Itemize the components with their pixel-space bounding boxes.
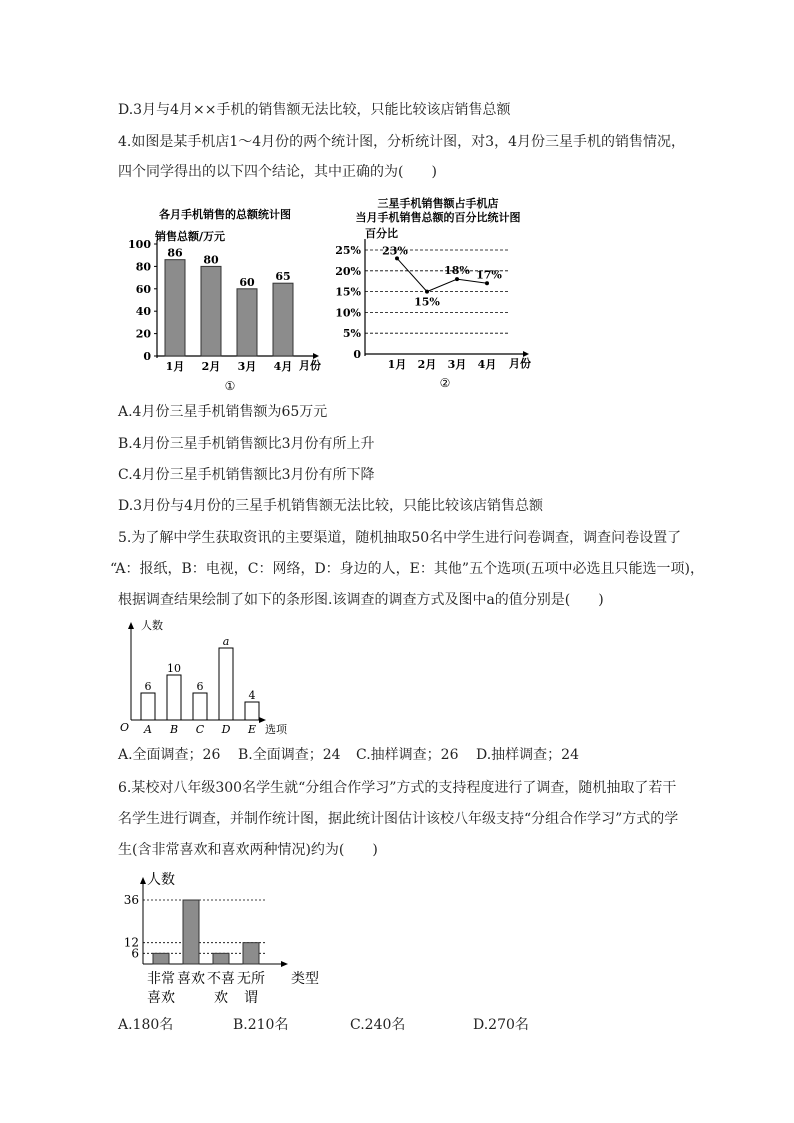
chart1-ylabel: 销售总额/万元: [155, 230, 226, 243]
q5-option-d: D.抽样调查；24: [476, 747, 579, 763]
chart4-y-tick-label: 12: [123, 935, 139, 950]
chart3-bar: [245, 702, 259, 720]
chart3-x-tick-label: A: [144, 723, 152, 736]
chart1-marker: ①: [224, 379, 236, 393]
chart3-bar: [167, 675, 181, 720]
chart3-y-arrow: [128, 622, 134, 629]
chart4-x-tick-label: 谓: [244, 990, 258, 1006]
chart2-title-line2: 当月手机销售总额的百分比统计图: [355, 211, 521, 224]
chart1-bar: [273, 283, 293, 356]
chart2-point: [425, 290, 429, 294]
chart4-x-arrow: [281, 961, 288, 967]
chart1-y-tick-label: 40: [135, 305, 151, 319]
chart3-x-tick-label: D: [221, 723, 231, 736]
chart2-y-tick-label: 5%: [342, 327, 361, 341]
chart4-x-tick-label: 无所: [237, 971, 265, 987]
chart2-y-tick-label: 0: [353, 348, 361, 361]
chart4-y-arrow: [140, 877, 146, 884]
chart1-y-tick-label: 80: [135, 260, 151, 274]
chart1-y-tick-label: 20: [135, 327, 151, 341]
chart1-x-tick-label: 3月: [237, 360, 257, 373]
q4-stem-line2: 四个同学得出的以下四个结论，其中正确的为( ): [118, 164, 437, 180]
q3-option-d: D.3月与4月××手机的销售额无法比较，只能比较该店销售总额: [118, 102, 511, 118]
chart3-bar: [193, 693, 207, 720]
chart1-y-tick-label: 60: [135, 282, 151, 296]
q5-stem-line3: 根据调查结果绘制了如下的条形图.该调查的调查方式及图中a的值分别是( ): [118, 592, 604, 608]
q4-stem-line1: 4.如图是某手机店1～4月份的两个统计图，分析统计图，对3，4月份三星手机的销售情况，: [118, 134, 685, 150]
chart2-x-tick-label: 4月: [477, 358, 497, 371]
chart1-x-tick-label: 4月: [273, 360, 293, 373]
chart3-x-tick-label: C: [195, 723, 205, 736]
chart1-x-tick-label: 1月: [165, 360, 185, 373]
chart4-xlabel: 类型: [291, 971, 319, 987]
chart2-x-tick-label: 3月: [447, 358, 467, 371]
chart4-x-tick-label: 非常: [147, 971, 175, 987]
chart3-xlabel: 选项: [265, 723, 287, 736]
sales-total-bar-chart: [125, 200, 330, 400]
chart2-x-tick-label: 2月: [417, 358, 437, 371]
q4-option-d: D.3月份与4月份的三星手机销售额无法比较，只能比较该店销售总额: [118, 498, 543, 514]
q6-option-d: D.270名: [473, 1017, 529, 1033]
chart1-data-label: 60: [239, 275, 255, 289]
chart3-data-label: 6: [196, 680, 204, 693]
chart2-x-tick-label: 1月: [387, 358, 407, 371]
chart3-ylabel: 人数: [141, 619, 163, 632]
chart2-marker: ②: [439, 376, 451, 390]
chart4-x-tick-label: 不喜: [207, 971, 235, 987]
chart1-y-tick-label: 100: [128, 238, 151, 251]
q4-option-b: B.4月份三星手机销售额比3月份有所上升: [118, 436, 375, 452]
q5-option-b: B.全面调查；24: [238, 747, 341, 763]
group-learning-bar-chart: [115, 866, 325, 1008]
chart2-point: [485, 281, 489, 285]
chart2-data-label: 18%: [444, 264, 470, 278]
q5-stem-line1: 5.为了解中学生获取资讯的主要渠道，随机抽取50名中学生进行问卷调查，调查问卷设置了: [118, 530, 682, 546]
q5-option-c: C.抽样调查；26: [356, 747, 459, 763]
chart4-y-tick-label: 6: [131, 946, 139, 961]
chart4-bar: [153, 953, 169, 964]
info-channel-bar-chart: [115, 615, 295, 737]
chart4-x-tick-label: 欢: [214, 990, 228, 1006]
q6-option-b: B.210名: [233, 1017, 289, 1033]
samsung-percentage-line-chart: [335, 195, 540, 395]
chart4-bar: [213, 953, 229, 964]
chart4-ylabel: 人数: [147, 872, 175, 888]
chart2-y-tick-label: 15%: [335, 285, 361, 299]
chart2-xlabel: 月份: [509, 357, 531, 370]
chart2-series-line: [397, 258, 487, 291]
chart4-bar: [243, 943, 259, 964]
q6-stem-line2: 名学生进行调查，并制作统计图，据此统计图估计该校八年级支持“分组合作学习”方式的学: [118, 811, 679, 827]
chart1-x-tick-label: 2月: [201, 360, 221, 373]
chart2-ylabel: 百分比: [365, 227, 398, 240]
q5-stem-line2: “A：报纸，B：电视，C：网络，D：身边的人，E：其他”五个选项(五项中必选且只能选一项)，: [110, 561, 704, 577]
chart1-xlabel: 月份: [299, 359, 321, 372]
chart2-y-tick-label: 20%: [335, 264, 361, 278]
chart2-data-label: 17%: [476, 268, 502, 282]
chart2-data-label: 23%: [382, 244, 408, 258]
chart1-y-tick-label: 0: [143, 350, 151, 363]
chart4-x-tick-label: 喜欢: [147, 990, 175, 1006]
chart3-bar: [141, 693, 155, 720]
chart1-data-label: 80: [203, 253, 219, 267]
chart2-point: [455, 277, 459, 281]
chart1-data-label: 65: [275, 270, 291, 284]
chart4-bar: [183, 900, 199, 964]
chart2-y-tick-label: 25%: [335, 244, 361, 257]
chart2-title-line1: 三星手机销售额占手机店: [377, 197, 499, 210]
chart1-bar: [201, 266, 221, 356]
chart1-bar: [165, 260, 185, 356]
q6-option-c: C.240名: [350, 1017, 406, 1033]
chart3-bar: [219, 648, 233, 720]
q5-option-a: A.全面调查；26: [118, 747, 221, 763]
q6-stem-line3: 生(含非常喜欢和喜欢两种情况)约为( ): [118, 842, 378, 858]
q6-stem-line1: 6.某校对八年级300名学生就“分组合作学习”方式的支持程度进行了调查，随机抽取了若干: [118, 780, 677, 796]
chart1-bar: [237, 289, 257, 356]
chart3-data-label: 6: [144, 680, 152, 693]
chart3-data-label: a: [222, 635, 230, 648]
chart3-data-label: 10: [167, 662, 181, 675]
chart4-y-tick-label: 36: [123, 893, 139, 907]
q4-option-c: C.4月份三星手机销售额比3月份有所下降: [118, 467, 375, 483]
chart2-data-label: 15%: [414, 295, 440, 309]
chart3-x-tick-label: B: [169, 723, 179, 736]
chart3-data-label: 4: [248, 689, 256, 702]
chart1-data-label: 86: [167, 246, 183, 260]
chart1-title: 各月手机销售的总额统计图: [159, 208, 291, 221]
chart2-y-tick-label: 10%: [335, 306, 361, 320]
chart3-x-tick-label: E: [247, 723, 257, 736]
q4-option-a: A.4月份三星手机销售额为65万元: [118, 404, 328, 420]
chart3-origin: O: [120, 721, 130, 734]
chart4-x-tick-label: 喜欢: [177, 971, 205, 987]
q6-option-a: A.180名: [118, 1017, 174, 1033]
